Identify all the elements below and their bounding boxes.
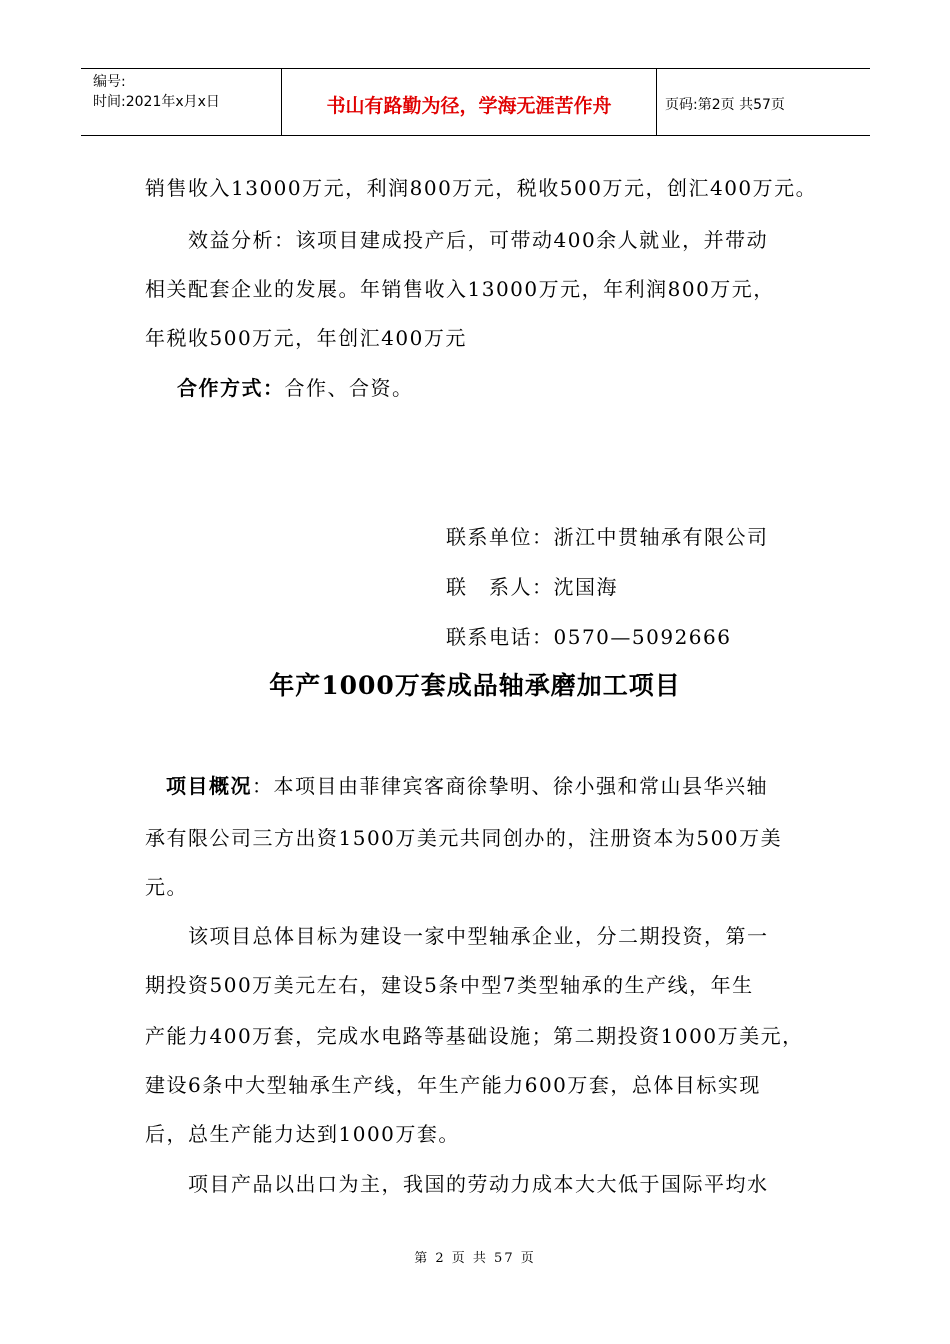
paragraph-line: 销售收入13000万元，利润800万元，税收500万元，创汇400万元。 <box>145 176 818 200</box>
paragraph-line: 项目产品以出口为主，我国的劳动力成本大大低于国际平均水 <box>188 1172 769 1196</box>
paragraph-line: 效益分析：该项目建成投产后，可带动400余人就业，并带动 <box>188 228 769 252</box>
paragraph-line: 该项目总体目标为建设一家中型轴承企业，分二期投资，第一 <box>188 924 769 948</box>
contact-person: 联 系人：沈国海 <box>446 575 618 599</box>
time-label: 时间:2021年x月x日 <box>93 94 220 110</box>
paragraph-line: 元。 <box>145 875 188 899</box>
overview-text: ：本项目由菲律宾客商徐挚明、徐小强和常山县华兴轴 <box>252 774 768 798</box>
section-title: 年产1000万套成品轴承磨加工项目 <box>269 671 681 700</box>
paragraph-line: 产能力400万套，完成水电路等基础设施；第二期投资1000万美元， <box>145 1024 804 1048</box>
cooperation-label: 合作方式： <box>177 376 285 400</box>
number-label: 编号: <box>93 74 126 90</box>
paragraph-line: 承有限公司三方出资1500万美元共同创办的，注册资本为500万美 <box>145 826 783 850</box>
page-footer: 第 2 页 共 57 页 <box>414 1251 536 1266</box>
header-motto: 书山有路勤为径，学海无涯苦作舟 <box>282 69 657 135</box>
paragraph-line: 后，总生产能力达到1000万套。 <box>145 1122 460 1146</box>
contact-phone: 联系电话：0570—5092666 <box>446 625 732 649</box>
cooperation-value: 合作、合资。 <box>284 376 414 400</box>
page-header <box>81 68 870 136</box>
overview-line <box>166 770 768 799</box>
header-page-info: 页码:第2页 共57页 <box>665 97 785 113</box>
contact-unit: 联系单位：浙江中贯轴承有限公司 <box>446 525 769 549</box>
header-meta <box>81 69 282 135</box>
paragraph-line: 年税收500万元，年创汇400万元 <box>145 326 467 350</box>
paragraph-line: 建设6条中大型轴承生产线，年生产能力600万套，总体目标实现 <box>145 1073 761 1097</box>
paragraph-line: 相关配套企业的发展。年销售收入13000万元，年利润800万元， <box>145 277 775 301</box>
overview-label: 项目概况 <box>166 774 252 798</box>
paragraph-line: 期投资500万美元左右，建设5条中型7类型轴承的生产线，年生 <box>145 973 754 997</box>
cooperation-line <box>177 372 414 401</box>
